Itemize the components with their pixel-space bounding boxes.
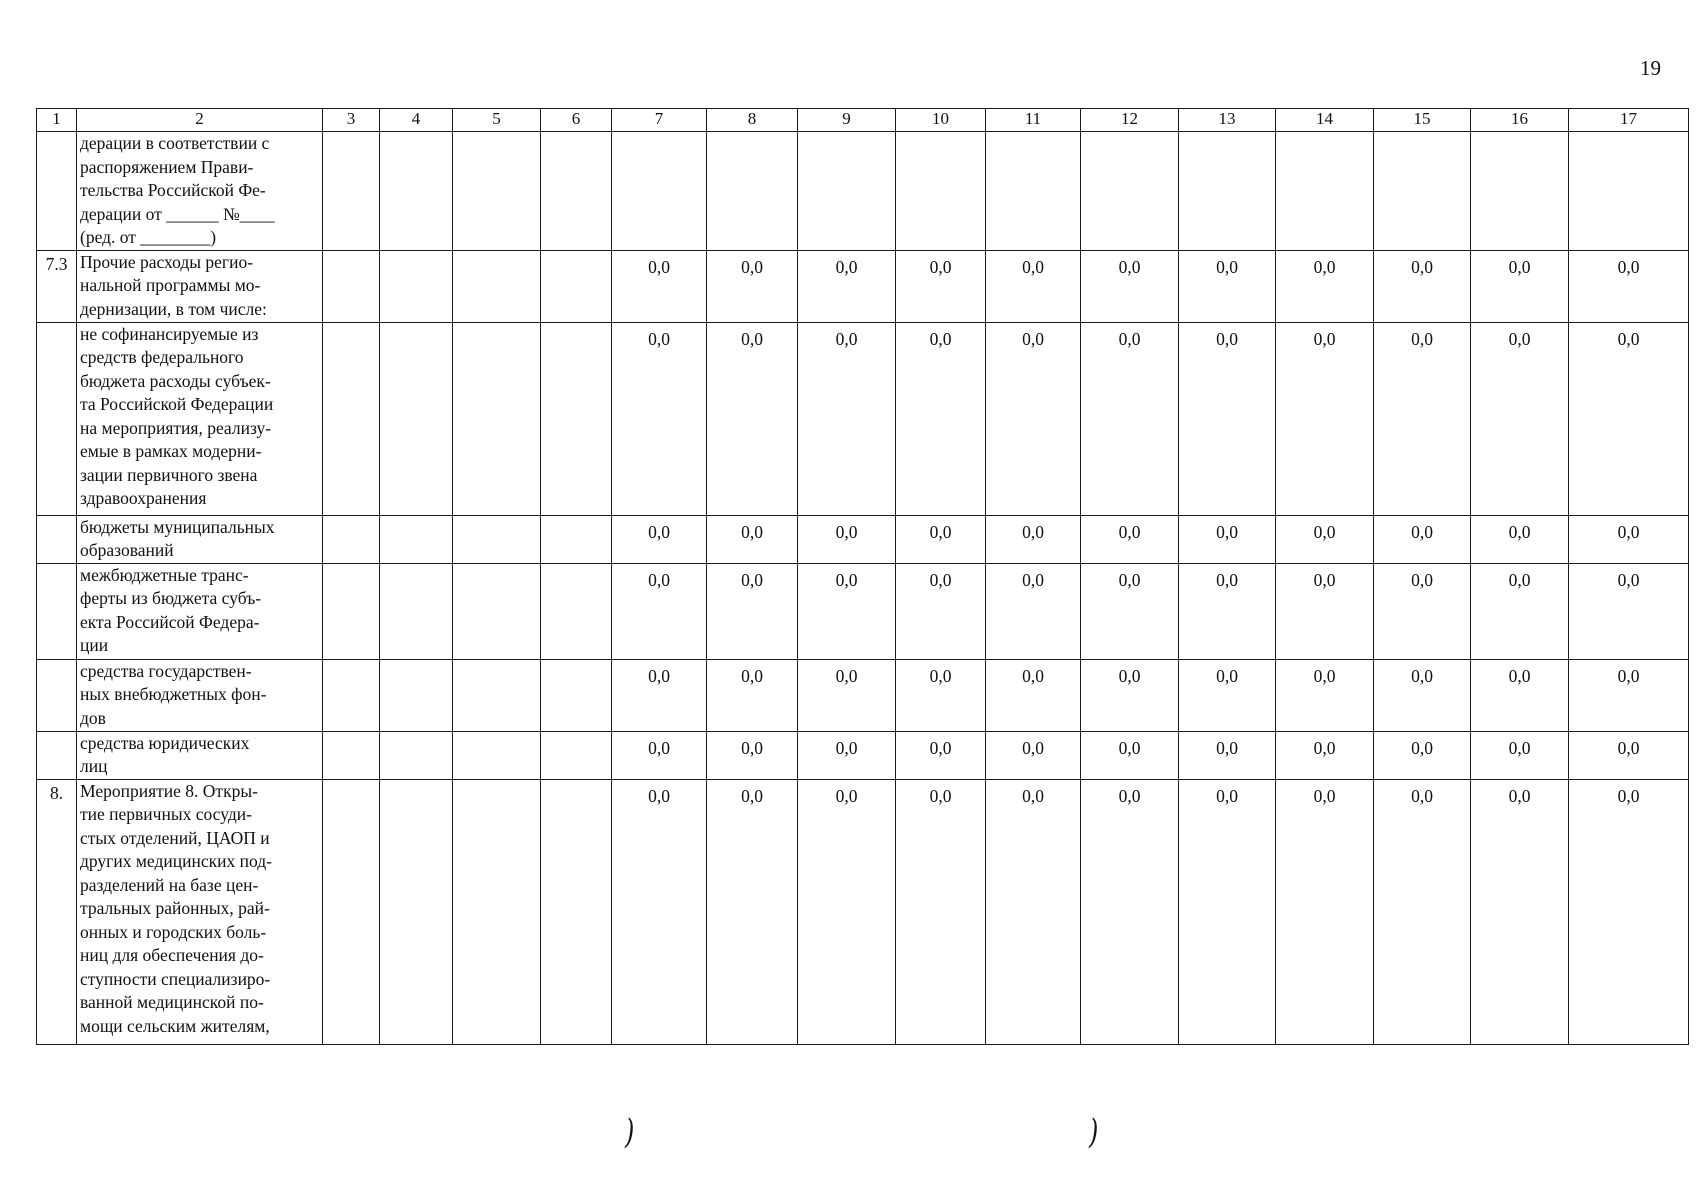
description-line: средства государствен- [80,660,252,681]
value-cell: 0,0 [1374,322,1471,515]
column-header-8: 8 [707,109,798,132]
description-line: распоряжением Прави- [80,156,254,177]
value-cell: 0,0 [798,563,896,659]
empty-cell [323,322,380,515]
value-cell: 0,0 [896,515,986,563]
empty-cell [453,322,541,515]
value-cell: 0,0 [1276,250,1374,322]
value-cell: 0,0 [986,731,1081,779]
value-cell: 0,0 [1374,250,1471,322]
value-cell: 0,0 [1179,515,1276,563]
value-cell: 0,0 [1179,659,1276,731]
description-line: не софинансируемые из [80,323,259,344]
description-line: на мероприятия, реализу- [80,417,272,438]
budget-table [36,108,1689,1045]
value-cell: 0,0 [1276,659,1374,731]
column-header-5: 5 [453,109,541,132]
value-cell: 0,0 [1471,659,1569,731]
row-description-cell [77,731,323,779]
value-cell: 0,0 [1471,563,1569,659]
value-cell [1374,132,1471,251]
row-description-cell [77,515,323,563]
description-line: средства юридических [80,732,250,753]
description-line: онных и городских боль- [80,921,267,942]
description-line: мощи сельским жителям, [80,1015,270,1036]
description-line: дов [80,707,106,728]
empty-cell [541,659,612,731]
empty-cell [541,132,612,251]
description-line: дерации в соответствии с [80,133,270,153]
column-header-11: 11 [986,109,1081,132]
value-cell: 0,0 [1471,779,1569,1044]
description-line: разделений на базе цен- [80,874,259,895]
value-cell: 0,0 [1081,250,1179,322]
value-cell [707,132,798,251]
value-cell: 0,0 [986,659,1081,731]
description-line: бюджеты муниципальных [80,516,275,537]
value-cell: 0,0 [612,779,707,1044]
description-line: екта Российсой Федера- [80,611,260,632]
value-cell [1179,132,1276,251]
table-row [37,731,1689,779]
value-cell: 0,0 [896,659,986,731]
column-header-9: 9 [798,109,896,132]
column-header-2: 2 [77,109,323,132]
column-header-6: 6 [541,109,612,132]
value-cell [612,132,707,251]
empty-cell [541,779,612,1044]
table-row [37,563,1689,659]
value-cell: 0,0 [1179,731,1276,779]
empty-cell [380,132,453,251]
empty-cell [453,779,541,1044]
row-number-cell: 7.3 [37,250,77,322]
description-line: (ред. от ________) [80,227,217,247]
value-cell: 0,0 [1081,515,1179,563]
value-cell: 0,0 [612,250,707,322]
empty-cell [380,731,453,779]
empty-cell [453,659,541,731]
description-line: стых отделений, ЦАОП и [80,827,270,848]
value-cell [1569,132,1689,251]
column-header-16: 16 [1471,109,1569,132]
value-cell: 0,0 [1179,563,1276,659]
column-header-3: 3 [323,109,380,132]
value-cell: 0,0 [896,563,986,659]
value-cell: 0,0 [1179,250,1276,322]
description-line: ступности специализиро- [80,968,271,989]
value-cell [896,132,986,251]
description-line: нальной программы мо- [80,275,261,295]
row-number-cell [37,731,77,779]
description-line: других медицинских под- [80,851,272,871]
value-cell: 0,0 [707,659,798,731]
description-line: здравоохранения [80,488,207,508]
value-cell: 0,0 [707,563,798,659]
value-cell: 0,0 [896,322,986,515]
empty-cell [323,779,380,1044]
row-number-cell [37,515,77,563]
empty-cell [323,132,380,251]
row-description-cell [77,659,323,731]
value-cell: 0,0 [896,250,986,322]
empty-cell [380,250,453,322]
value-cell: 0,0 [798,322,896,515]
value-cell: 0,0 [1569,731,1689,779]
value-cell: 0,0 [707,731,798,779]
value-cell: 0,0 [1081,779,1179,1044]
table-row [37,132,1689,251]
column-header-17: 17 [1569,109,1689,132]
column-header-15: 15 [1374,109,1471,132]
value-cell: 0,0 [1374,779,1471,1044]
table-row [37,659,1689,731]
footer-mark-left: ) [624,1112,635,1152]
value-cell: 0,0 [1471,322,1569,515]
row-description-cell [77,779,323,1044]
description-line: ниц для обеспечения до- [80,945,264,965]
description-line: средств федерального [80,347,244,367]
description-line: емые в рамках модерни- [80,441,262,461]
column-header-7: 7 [612,109,707,132]
value-cell: 0,0 [1569,322,1689,515]
description-line: ции [80,635,109,655]
value-cell: 0,0 [986,563,1081,659]
value-cell: 0,0 [1569,659,1689,731]
value-cell: 0,0 [1179,779,1276,1044]
empty-cell [453,563,541,659]
value-cell: 0,0 [1276,731,1374,779]
description-line: межбюджетные транс- [80,564,249,585]
value-cell: 0,0 [612,659,707,731]
value-cell: 0,0 [986,515,1081,563]
value-cell [1471,132,1569,251]
empty-cell [541,731,612,779]
empty-cell [453,132,541,251]
empty-cell [380,779,453,1044]
description-line: лиц [80,756,108,776]
value-cell: 0,0 [1569,250,1689,322]
header-row [37,109,1689,132]
value-cell: 0,0 [798,659,896,731]
value-cell [1276,132,1374,251]
description-line: Прочие расходы регио- [80,251,254,272]
value-cell: 0,0 [1081,563,1179,659]
description-line: ных внебюджетных фон- [80,684,267,704]
footer-mark-right: ) [1088,1112,1099,1152]
row-number-cell [37,132,77,251]
page-number: 19 [1640,56,1661,80]
empty-cell [453,250,541,322]
value-cell: 0,0 [1179,322,1276,515]
value-cell: 0,0 [798,731,896,779]
column-header-10: 10 [896,109,986,132]
value-cell: 0,0 [612,731,707,779]
description-line: ферты из бюджета субъ- [80,588,262,608]
empty-cell [323,563,380,659]
row-number-cell [37,659,77,731]
empty-cell [323,515,380,563]
table-row [37,515,1689,563]
value-cell: 0,0 [707,779,798,1044]
value-cell: 0,0 [612,515,707,563]
column-header-13: 13 [1179,109,1276,132]
value-cell: 0,0 [896,731,986,779]
table-body [37,132,1689,1045]
value-cell: 0,0 [1276,322,1374,515]
row-number-cell: 8. [37,779,77,1044]
description-line: дернизации, в том числе: [80,298,267,319]
value-cell: 0,0 [798,250,896,322]
value-cell: 0,0 [707,250,798,322]
column-header-4: 4 [380,109,453,132]
row-description-cell [77,322,323,515]
value-cell: 0,0 [1374,659,1471,731]
value-cell: 0,0 [707,322,798,515]
description-line: та Российской Федерации [80,394,274,414]
row-number-cell [37,322,77,515]
value-cell: 0,0 [1081,731,1179,779]
empty-cell [323,250,380,322]
value-cell: 0,0 [986,779,1081,1044]
value-cell: 0,0 [1471,250,1569,322]
description-line: Мероприятие 8. Откры- [80,780,258,801]
empty-cell [380,659,453,731]
empty-cell [453,731,541,779]
description-line: дерации от ______ №____ [80,203,275,224]
description-line: зации первичного звена [80,464,258,485]
value-cell: 0,0 [612,563,707,659]
description-line: тральных районных, рай- [80,898,270,918]
column-header-14: 14 [1276,109,1374,132]
value-cell: 0,0 [1471,515,1569,563]
value-cell: 0,0 [612,322,707,515]
row-number-cell [37,563,77,659]
value-cell: 0,0 [1569,515,1689,563]
empty-cell [323,731,380,779]
empty-cell [541,563,612,659]
value-cell: 0,0 [1081,322,1179,515]
empty-cell [453,515,541,563]
value-cell: 0,0 [1471,731,1569,779]
value-cell [1081,132,1179,251]
value-cell: 0,0 [1276,515,1374,563]
description-line: тие первичных сосуди- [80,804,252,824]
value-cell: 0,0 [986,250,1081,322]
empty-cell [541,250,612,322]
column-header-1: 1 [37,109,77,132]
value-cell: 0,0 [1276,563,1374,659]
table-row [37,250,1689,322]
value-cell: 0,0 [1569,563,1689,659]
value-cell: 0,0 [1569,779,1689,1044]
row-description-cell [77,563,323,659]
column-header-12: 12 [1081,109,1179,132]
value-cell: 0,0 [1374,731,1471,779]
value-cell [798,132,896,251]
row-description-cell [77,250,323,322]
value-cell: 0,0 [896,779,986,1044]
description-line: тельства Российской Фе- [80,180,266,200]
empty-cell [380,515,453,563]
value-cell: 0,0 [798,515,896,563]
value-cell: 0,0 [986,322,1081,515]
empty-cell [380,322,453,515]
table-row [37,779,1689,1044]
description-line: образований [80,540,174,560]
value-cell [986,132,1081,251]
empty-cell [380,563,453,659]
value-cell: 0,0 [798,779,896,1044]
empty-cell [323,659,380,731]
description-line: ванной медицинской по- [80,992,264,1012]
row-description-cell [77,132,323,251]
value-cell: 0,0 [707,515,798,563]
value-cell: 0,0 [1276,779,1374,1044]
value-cell: 0,0 [1374,515,1471,563]
value-cell: 0,0 [1374,563,1471,659]
description-line: бюджета расходы субъек- [80,370,271,391]
value-cell: 0,0 [1081,659,1179,731]
table-row [37,322,1689,515]
empty-cell [541,322,612,515]
empty-cell [541,515,612,563]
